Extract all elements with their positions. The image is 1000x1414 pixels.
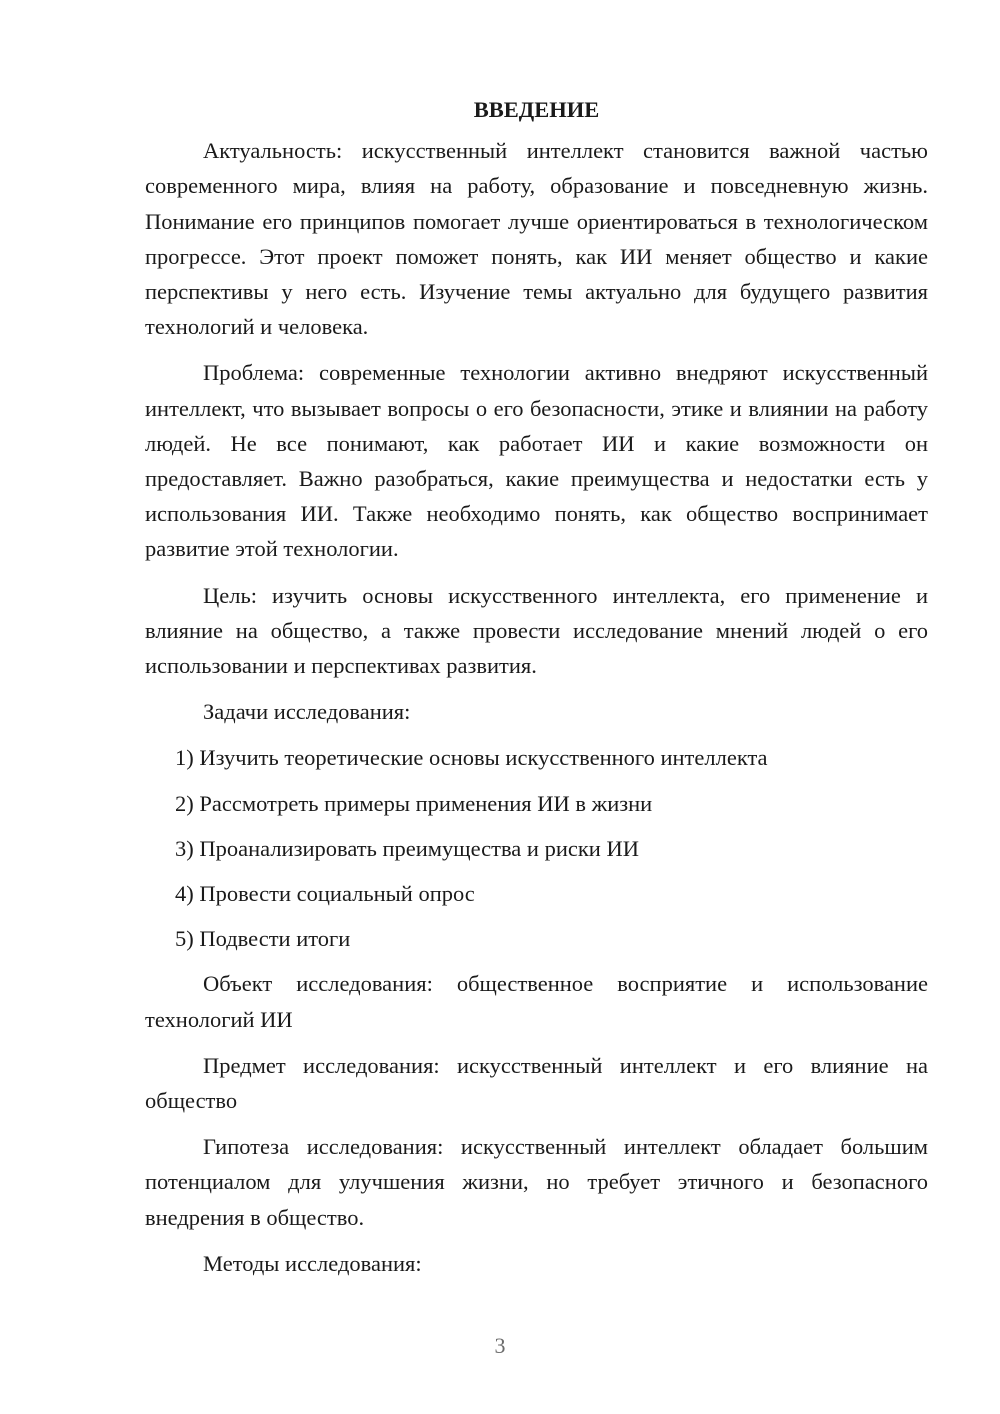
hypothesis-paragraph: Гипотеза исследования: искусственный интеллект обладает большим потенциалом для улучшения жизни, но требует этичного и безопасного внедрения в общество. [145,1134,928,1230]
list-item: 5) Подвести итоги [175,926,351,952]
tasks-list [145,740,928,956]
relevance-paragraph: Актуальность: искусственный интеллект становится важной частью современного мира, влияя на работу, образование и повседневную жизнь. Понимание его принципов помогает лучше ориентироваться в технологическом прогрессе. Этот проект поможет понять, как ИИ меняет общество и какие перспективы у него есть. Изучение темы актуально для будущего развития технологий и человека. [145,138,928,340]
list-item: 4) Провести социальный опрос [175,881,475,907]
document-page [145,92,928,1292]
goal-paragraph: Цель: изучить основы искусственного интеллекта, его применение и влияние на общество, а также провести исследование мнений людей о его использовании и перспективах развития. [145,582,928,679]
list-item: 3) Проанализировать преимущества и риски ИИ [175,835,639,861]
tasks-heading: Задачи исследования: [203,699,411,725]
list-item: 1) Изучить теоретические основы искусственного интеллекта [175,745,768,771]
page-title: ВВЕДЕНИЕ [473,97,600,122]
problem-paragraph: Проблема: современные технологии активно внедряют искусственный интеллект, что вызывает вопросы о его безопасности, этике и влиянии на работу людей. Не все понимают, как работает ИИ и какие возможности он предоставляет. Важно разобраться, какие преимущества и недостатки есть у использования ИИ. Также необходимо понять, как общество воспринимает развитие этой технологии. [145,360,928,562]
subject-paragraph: Предмет исследования: искусственный интеллект и его влияние на общество [145,1052,928,1114]
list-item: 2) Рассмотреть примеры применения ИИ в жизни [175,790,653,816]
methods-heading: Методы исследования: [203,1250,422,1276]
page-number: 3 [494,1333,506,1358]
object-paragraph: Объект исследования: общественное восприятие и использование технологий ИИ [145,971,928,1032]
